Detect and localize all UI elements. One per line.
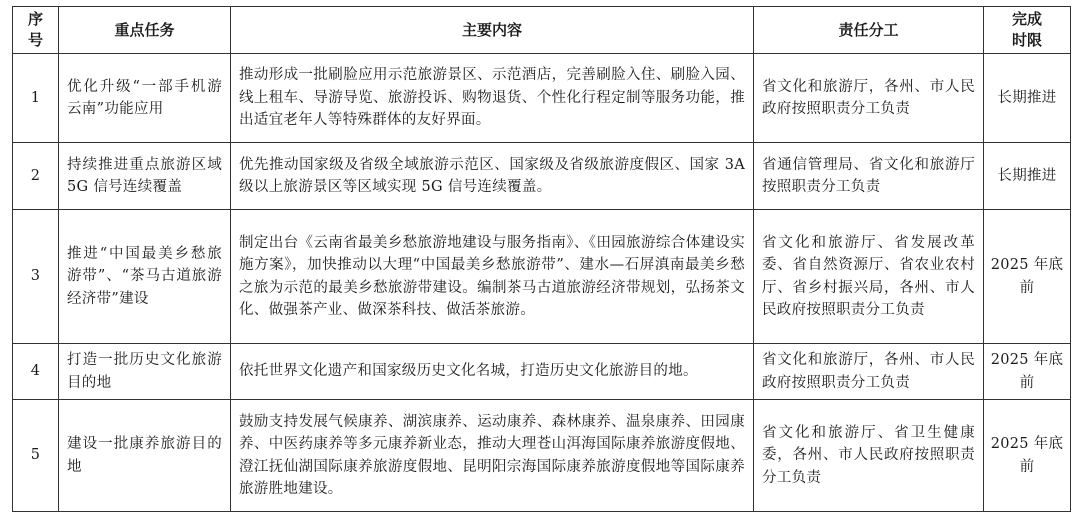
header-deadline: 完成 时限	[984, 7, 1071, 54]
row-deadline: 2025 年底前	[984, 210, 1071, 344]
table-header-row	[13, 7, 1071, 54]
row-content: 制定出台《云南省最美乡愁旅游地建设与服务指南》、《田园旅游综合体建设实施方案》，加快推动以大理“中国最美乡愁旅游带”、建水—石屏滇南最美乡愁之旅为示范的最美乡愁旅游带建设。编制茶马古道旅游经济带规划，弘扬茶文化、做强茶产业、做深茶科技、做活茶旅游。	[231, 210, 754, 344]
row-task: 建设一批康养旅游目的地	[59, 400, 231, 512]
header-main-content: 主要内容	[231, 7, 754, 54]
table-row	[13, 344, 1071, 400]
row-task: 推进“中国最美乡愁旅游带”、“茶马古道旅游经济带”建设	[59, 210, 231, 344]
row-responsibility: 省文化和旅游厅、省发展改革委、省自然资源厅、省农业农村厅、省乡村振兴局，各州、市人民政府按照职责分工负责	[754, 210, 984, 344]
row-deadline: 长期推进	[984, 54, 1071, 143]
row-responsibility: 省文化和旅游厅，各州、市人民政府按照职责分工负责	[754, 54, 984, 143]
row-content: 优先推动国家级及省级全域旅游示范区、国家级及省级旅游度假区、国家 3A 级以上旅游景区等区域实现 5G 信号连续覆盖。	[231, 143, 754, 210]
table-row	[13, 400, 1071, 512]
header-key-task: 重点任务	[59, 7, 231, 54]
task-table-container	[12, 6, 1070, 504]
row-content: 依托世界文化遗产和国家级历史文化名城，打造历史文化旅游目的地。	[231, 344, 754, 400]
header-responsibility: 责任分工	[754, 7, 984, 54]
row-deadline: 长期推进	[984, 143, 1071, 210]
table-row	[13, 143, 1071, 210]
table-row	[13, 210, 1071, 344]
row-number: 3	[13, 210, 59, 344]
row-task: 打造一批历史文化旅游目的地	[59, 344, 231, 400]
row-responsibility: 省文化和旅游厅、省卫生健康委，各州、市人民政府按照职责分工负责	[754, 400, 984, 512]
row-deadline: 2025 年底前	[984, 400, 1071, 512]
row-task: 持续推进重点旅游区域 5G 信号连续覆盖	[59, 143, 231, 210]
row-number: 5	[13, 400, 59, 512]
row-task: 优化升级“一部手机游云南”功能应用	[59, 54, 231, 143]
row-number: 2	[13, 143, 59, 210]
row-responsibility: 省文化和旅游厅，各州、市人民政府按照职责分工负责	[754, 344, 984, 400]
row-content: 推动形成一批刷脸应用示范旅游景区、示范酒店，完善刷脸入住、刷脸入园、线上租车、导游导览、旅游投诉、购物退货、个性化行程定制等服务功能，推出适宜老年人等特殊群体的友好界面。	[231, 54, 754, 143]
table-row	[13, 54, 1071, 143]
row-deadline: 2025 年底前	[984, 344, 1071, 400]
row-number: 4	[13, 344, 59, 400]
header-number: 序 号	[13, 7, 59, 54]
row-content: 鼓励支持发展气候康养、湖滨康养、运动康养、森林康养、温泉康养、田园康养、中医药康养等多元康养新业态，推动大理苍山洱海国际康养旅游度假地、澄江抚仙湖国际康养旅游度假地、昆明阳宗海国际康养旅游度假地等国际康养旅游胜地建设。	[231, 400, 754, 512]
row-number: 1	[13, 54, 59, 143]
task-table	[12, 6, 1071, 512]
row-responsibility: 省通信管理局、省文化和旅游厅按照职责分工负责	[754, 143, 984, 210]
